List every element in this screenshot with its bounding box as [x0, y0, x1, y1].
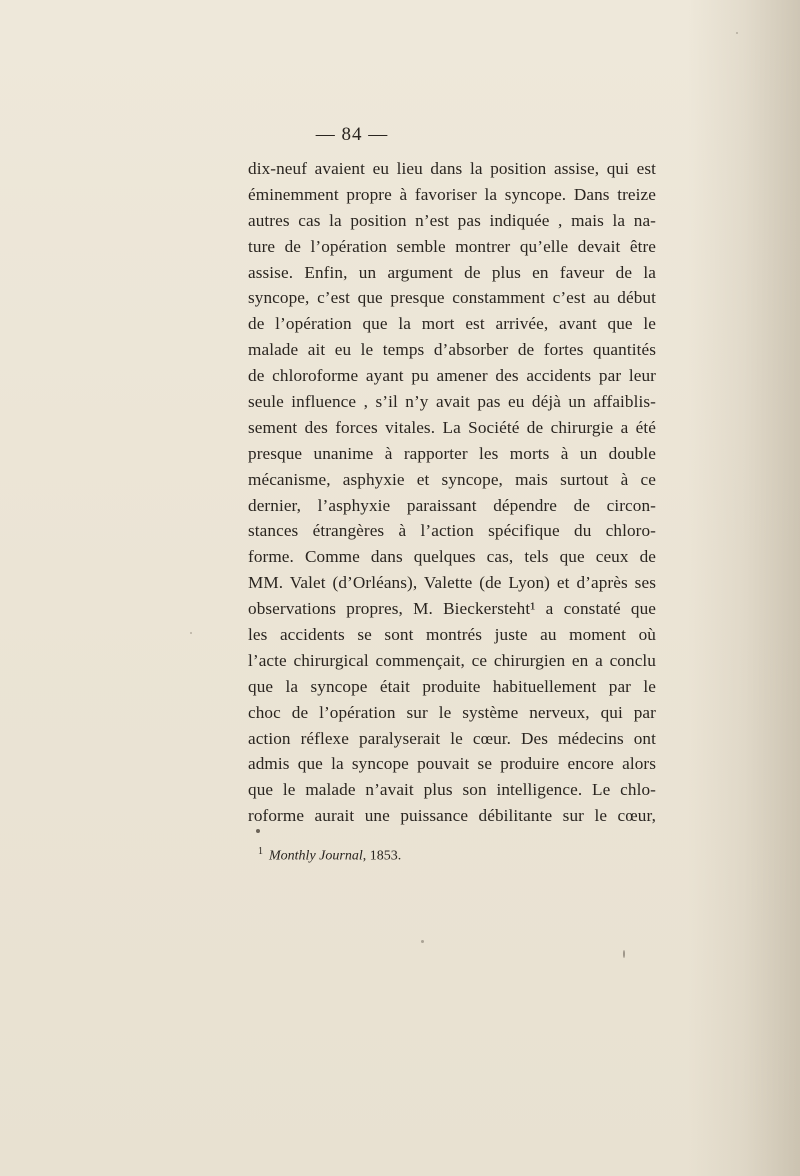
text-line: ture de l’opération semble montrer qu’elle devait être — [248, 236, 656, 256]
page-number: — 84 — — [315, 124, 389, 145]
paper-speck — [421, 940, 424, 943]
paper-speck — [736, 32, 738, 34]
text-line: de chloroforme ayant pu amener des accidents par leur — [248, 366, 656, 386]
text-line: assise. Enfin, un argument de plus en faveur de la — [248, 262, 656, 282]
text-line: que la syncope était produite habituellement par le — [248, 676, 656, 696]
paper-speck — [623, 950, 625, 958]
text-line: autres cas la position n’est pas indiquée , mais la na- — [248, 210, 656, 230]
text-line: admis que la syncope pouvait se produire encore alors — [248, 754, 656, 774]
text-line: éminemment propre à favoriser la syncope. Dans treize — [248, 184, 656, 204]
footnote-year: , 1853. — [362, 848, 402, 864]
footnote-marker: 1 — [258, 846, 263, 857]
text-line: l’acte chirurgical commençait, ce chirurgien en a conclu — [248, 650, 656, 670]
paper-speck — [256, 829, 260, 833]
paper-speck — [190, 632, 192, 634]
text-line: observations propres, M. Bieckersteht¹ a constaté que — [248, 599, 656, 619]
text-line: malade ait eu le temps d’absorber de fortes quantités — [248, 340, 656, 360]
footnote — [258, 846, 401, 865]
text-line: roforme aurait une puissance débilitante sur le cœur, — [248, 806, 656, 826]
text-line: syncope, c’est que presque constamment c’est au début — [248, 288, 656, 308]
text-line: sement des forces vitales. La Société de chirurgie a été — [248, 417, 656, 437]
text-line: presque unanime à rapporter les morts à un double — [248, 443, 656, 463]
text-line: dix-neuf avaient eu lieu dans la position assise, qui est — [248, 159, 656, 178]
footnote-journal: Monthly Journal — [269, 848, 363, 864]
text-line: choc de l’opération sur le système nerveux, qui par — [248, 702, 656, 722]
text-line: forme. Comme dans quelques cas, tels que ceux de — [248, 547, 656, 567]
body-text — [248, 156, 656, 829]
text-line: dernier, l’asphyxie paraissant dépendre de circon- — [248, 495, 656, 515]
text-line: seule influence , s’il n’y avait pas eu déjà un affaiblis- — [248, 392, 656, 412]
text-line: MM. Valet (d’Orléans), Valette (de Lyon) et d’après ses — [248, 573, 656, 593]
text-line: les accidents se sont montrés juste au moment où — [248, 625, 656, 645]
text-line: de l’opération que la mort est arrivée, avant que le — [248, 314, 656, 334]
text-line: stances étrangères à l’action spécifique du chloro- — [248, 521, 656, 541]
text-line: action réflexe paralyserait le cœur. Des médecins ont — [248, 728, 656, 748]
text-line: mécanisme, asphyxie et syncope, mais surtout à ce — [248, 469, 656, 489]
text-line: que le malade n’avait plus son intelligence. Le chlo- — [248, 780, 656, 800]
